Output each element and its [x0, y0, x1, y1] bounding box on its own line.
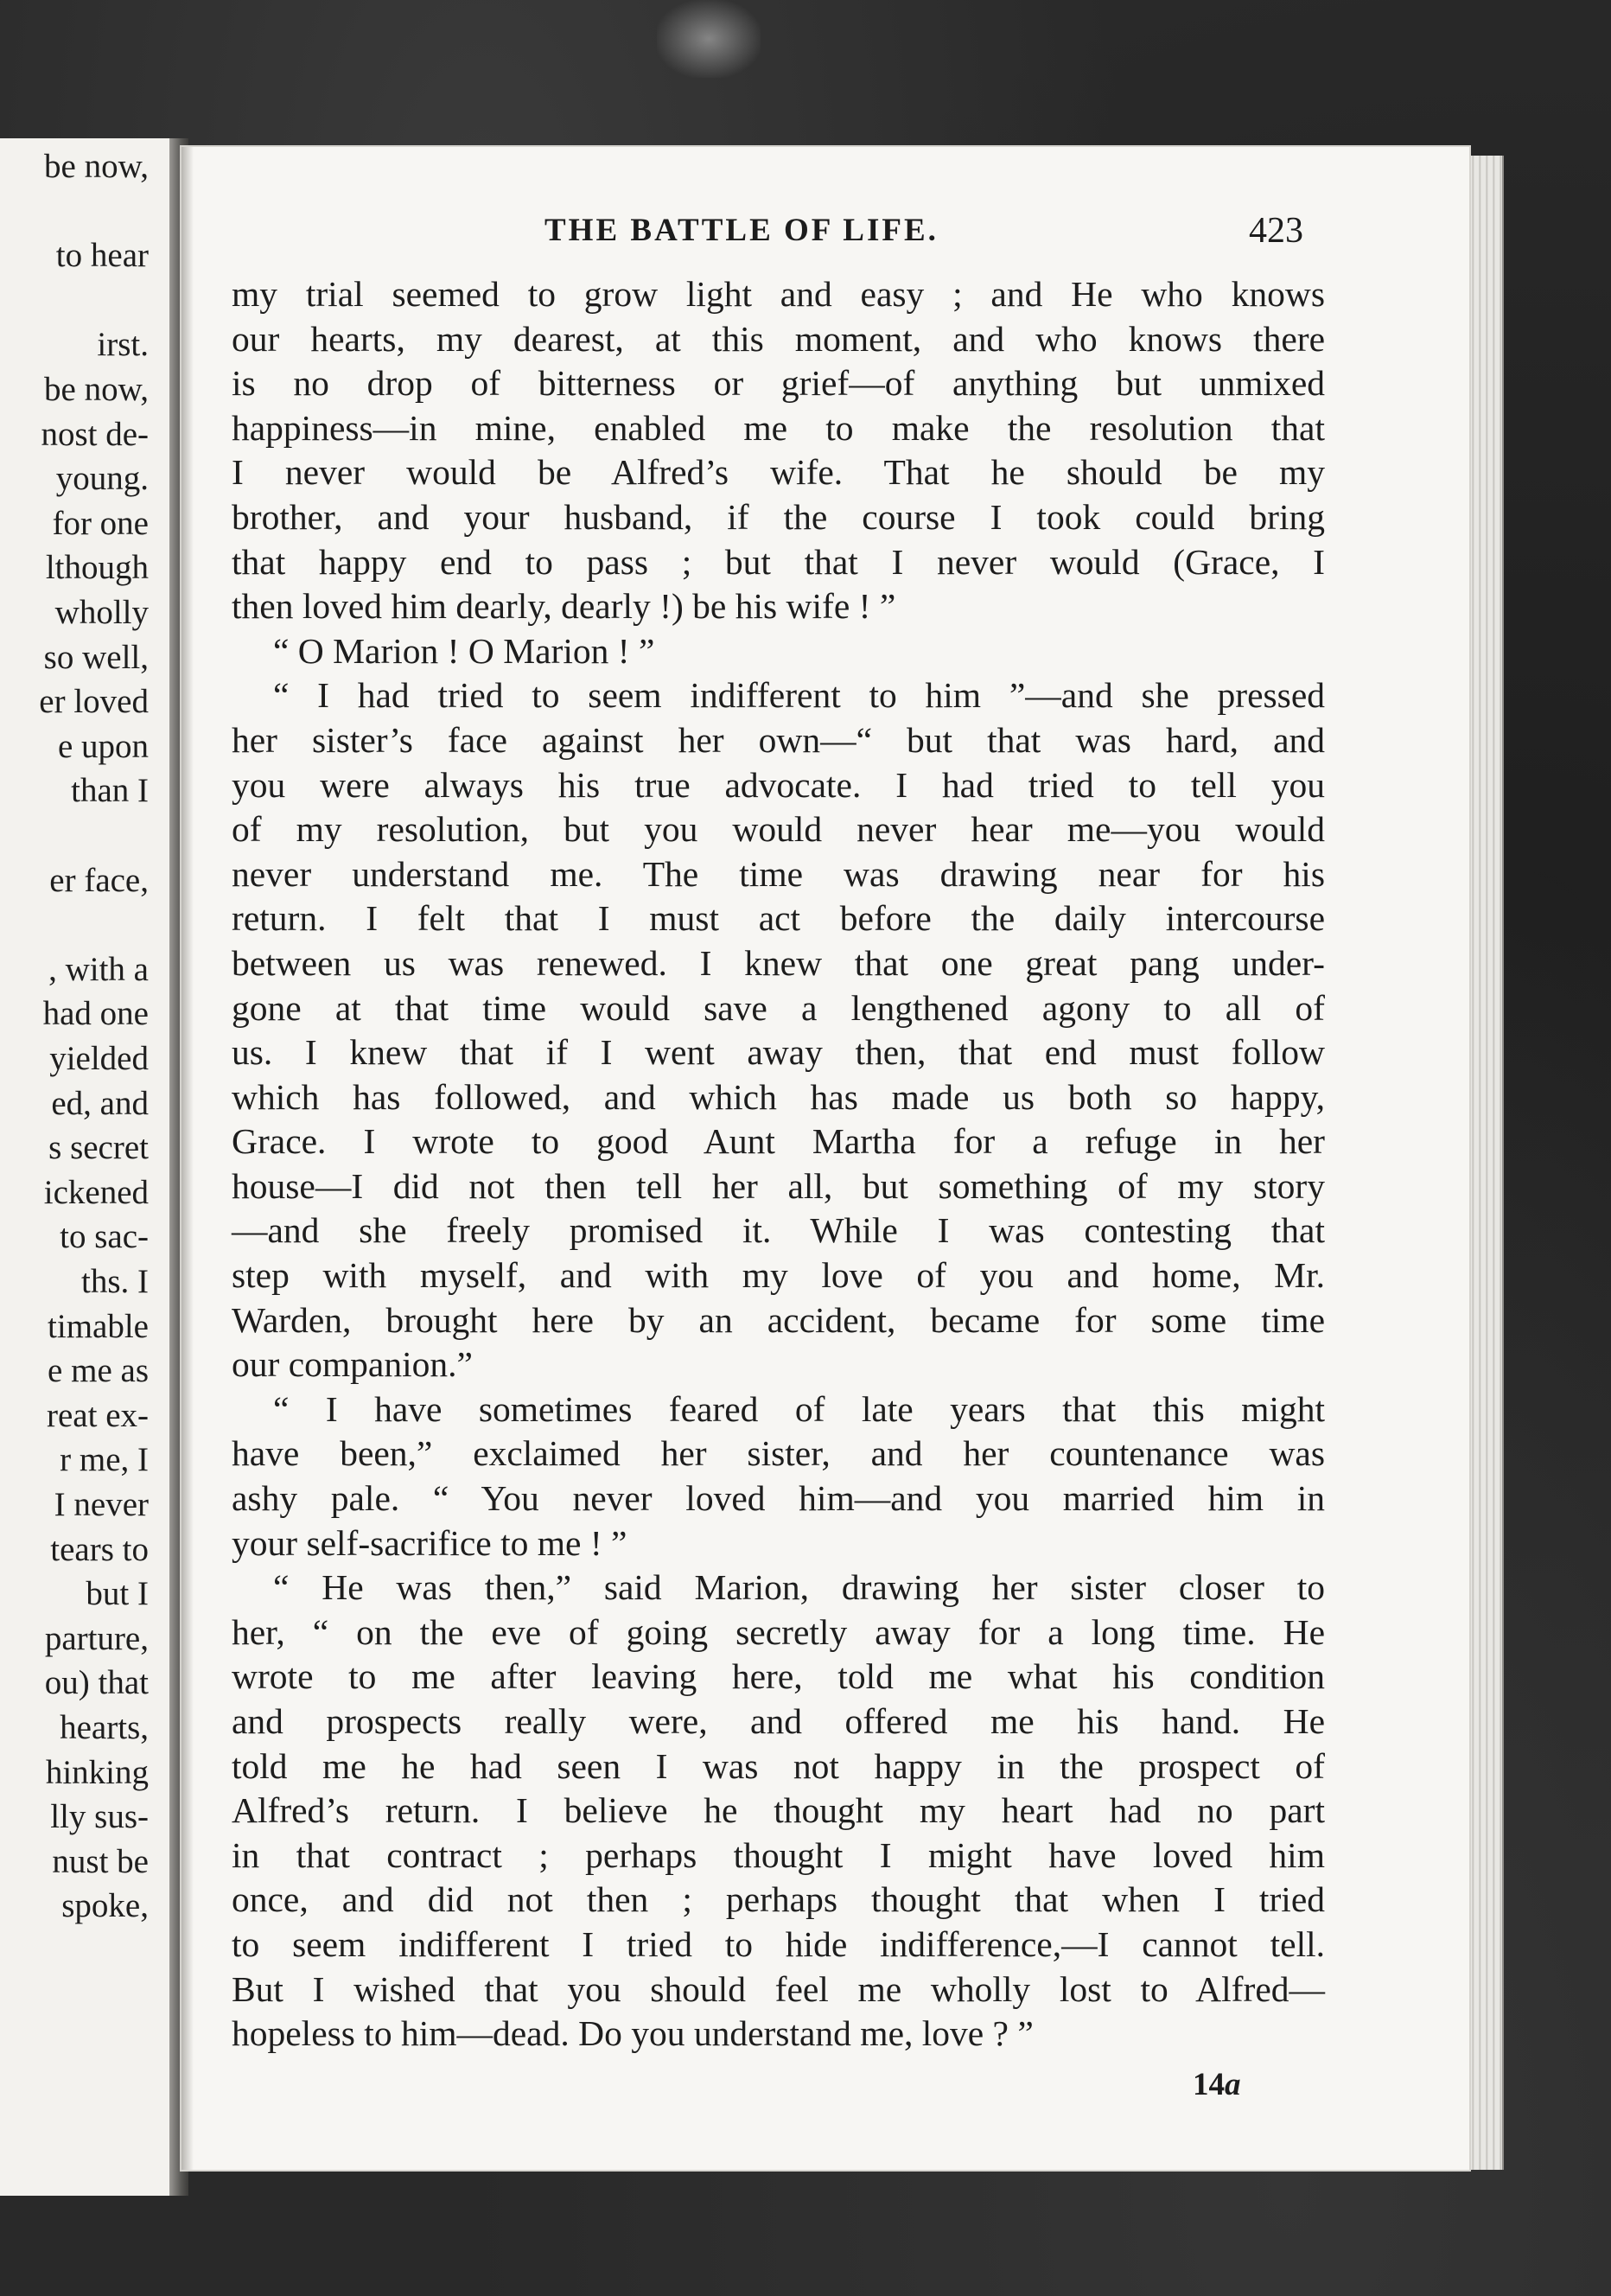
left-page-line: irst.: [97, 326, 149, 364]
text-line: gone at that time would save a lengthened agony to all of: [232, 987, 1325, 1028]
left-page-line: spoke,: [61, 1887, 149, 1925]
text-line: But I wished that you should feel me wholly lost to Alfred—: [232, 1968, 1325, 2009]
text-line: my trial seemed to grow light and easy ; and He who knows: [232, 274, 1325, 314]
text-line: “ I had tried to seem indifferent to him ”—and she pressed: [273, 675, 1325, 716]
text-line: house—I did not then tell her all, but something of my story: [232, 1165, 1325, 1206]
body-text: [232, 272, 1325, 2057]
left-page-line: tears to: [50, 1530, 149, 1568]
text-line: her, “ on the eve of going secretly away for a long time. He: [232, 1611, 1325, 1652]
left-page-line: yielded: [49, 1040, 149, 1077]
left-page-line: nost de-: [41, 415, 149, 453]
text-line: your self-sacrifice to me ! ”: [232, 1522, 627, 1563]
text-line: her sister’s face against her own—“ but that was hard, and: [232, 719, 1325, 760]
text-line: Warden, brought here by an accident, became for some time: [232, 1299, 1325, 1340]
text-line: return. I felt that I must act before the daily intercourse: [232, 898, 1325, 939]
text-line: is no drop of bitterness or grief—of anything but unmixed: [232, 363, 1325, 404]
left-page-line: than I: [71, 772, 149, 810]
text-line: step with myself, and with my love of you and home, Mr.: [232, 1255, 1325, 1296]
text-line: once, and did not then ; perhaps thought that when I tried: [232, 1879, 1325, 1920]
left-page-line: er face,: [49, 861, 149, 899]
signature-mark-number: 14: [1193, 2067, 1225, 2102]
text-line: that happy end to pass ; but that I never would (Grace, I: [232, 541, 1325, 582]
running-head: THE BATTLE OF LIFE.: [544, 213, 939, 248]
text-line: between us was renewed. I knew that one great pang under-: [232, 942, 1325, 983]
left-page-line: lthough: [45, 549, 149, 587]
left-page-line: ickened: [43, 1173, 149, 1211]
left-page-line: for one: [52, 504, 149, 542]
left-page-line: so well,: [43, 638, 149, 676]
text-line: have been,” exclaimed her sister, and her countenance was: [232, 1433, 1325, 1474]
left-page-line: but I: [86, 1575, 149, 1613]
text-line: Grace. I wrote to good Aunt Martha for a refuge in her: [232, 1121, 1325, 1162]
text-line: “ O Marion ! O Marion ! ”: [273, 630, 655, 671]
text-line: our companion.”: [232, 1344, 473, 1385]
text-line: never understand me. The time was drawing near for his: [232, 853, 1325, 894]
background-light-spot: [657, 0, 761, 78]
text-line: brother, and your husband, if the course I took could bring: [232, 496, 1325, 537]
left-page-line: parture,: [44, 1619, 149, 1657]
left-page-line: to hear: [55, 237, 149, 275]
text-line: hopeless to him—dead. Do you understand me, love ? ”: [232, 2013, 1034, 2054]
page-gutter-shadow: [181, 147, 194, 2170]
left-page-line: reat ex-: [47, 1396, 149, 1434]
text-line: then loved him dearly, dearly !) be his wife ! ”: [232, 586, 896, 627]
left-page-line: ths. I: [81, 1263, 149, 1300]
text-line: and prospects really were, and offered me his hand. He: [232, 1701, 1325, 1741]
text-line: told me he had seen I was not happy in the prospect of: [232, 1745, 1325, 1786]
text-line: “ He was then,” said Marion, drawing her sister closer to: [273, 1567, 1325, 1608]
left-page-line: timable: [48, 1307, 149, 1345]
text-line: I never would be Alfred’s wife. That he should be my: [232, 452, 1325, 493]
left-page-line: had one: [42, 995, 149, 1033]
text-line: us. I knew that if I went away then, that end must follow: [232, 1032, 1325, 1073]
left-page-line: be now,: [44, 371, 149, 408]
left-page-line: e upon: [57, 727, 149, 765]
text-line: which has followed, and which has made us both so happy,: [232, 1076, 1325, 1117]
text-line: —and she freely promised it. While I was contesting that: [232, 1210, 1325, 1251]
signature-mark-letter: a: [1225, 2067, 1241, 2102]
text-line: happiness—in mine, enabled me to make the resolution that: [232, 407, 1325, 448]
left-page-line: wholly: [54, 594, 149, 631]
text-line: to seem indifferent I tried to hide indifference,—I cannot tell.: [232, 1923, 1325, 1964]
text-line: “ I have sometimes feared of late years that this might: [273, 1388, 1325, 1429]
left-page-line: nust be: [52, 1842, 149, 1880]
text-line: Alfred’s return. I believe he thought my heart had no part: [232, 1790, 1325, 1831]
left-page-line: I never: [54, 1486, 149, 1523]
left-page-line: be now,: [44, 148, 149, 185]
text-line: our hearts, my dearest, at this moment, and who knows there: [232, 318, 1325, 359]
left-page-line: young.: [55, 460, 149, 498]
left-page-line: , with a: [48, 950, 149, 988]
left-page-line: ed, and: [51, 1084, 149, 1122]
text-line: wrote to me after leaving here, told me what his condition: [232, 1656, 1325, 1697]
left-page-line: e me as: [48, 1352, 149, 1390]
text-line: of my resolution, but you would never hear me—you would: [232, 809, 1325, 850]
left-page-line: s secret: [48, 1129, 149, 1167]
page-number: 423: [1249, 211, 1303, 251]
left-page: [0, 138, 178, 2196]
left-page-line: hinking: [45, 1753, 149, 1791]
text-line: in that contract ; perhaps thought I might have loved him: [232, 1834, 1325, 1875]
signature-mark: [1193, 2066, 1241, 2103]
text-line: ashy pale. “ You never loved him—and you married him in: [232, 1478, 1325, 1519]
text-line: you were always his true advocate. I had tried to tell you: [232, 764, 1325, 805]
left-page-line: ou) that: [44, 1664, 149, 1702]
left-page-line: lly sus-: [50, 1798, 149, 1836]
left-page-line: hearts,: [60, 1709, 149, 1746]
left-page-line: to sac-: [60, 1218, 149, 1256]
left-page-line: r me, I: [60, 1441, 149, 1479]
left-page-line: er loved: [39, 683, 149, 721]
